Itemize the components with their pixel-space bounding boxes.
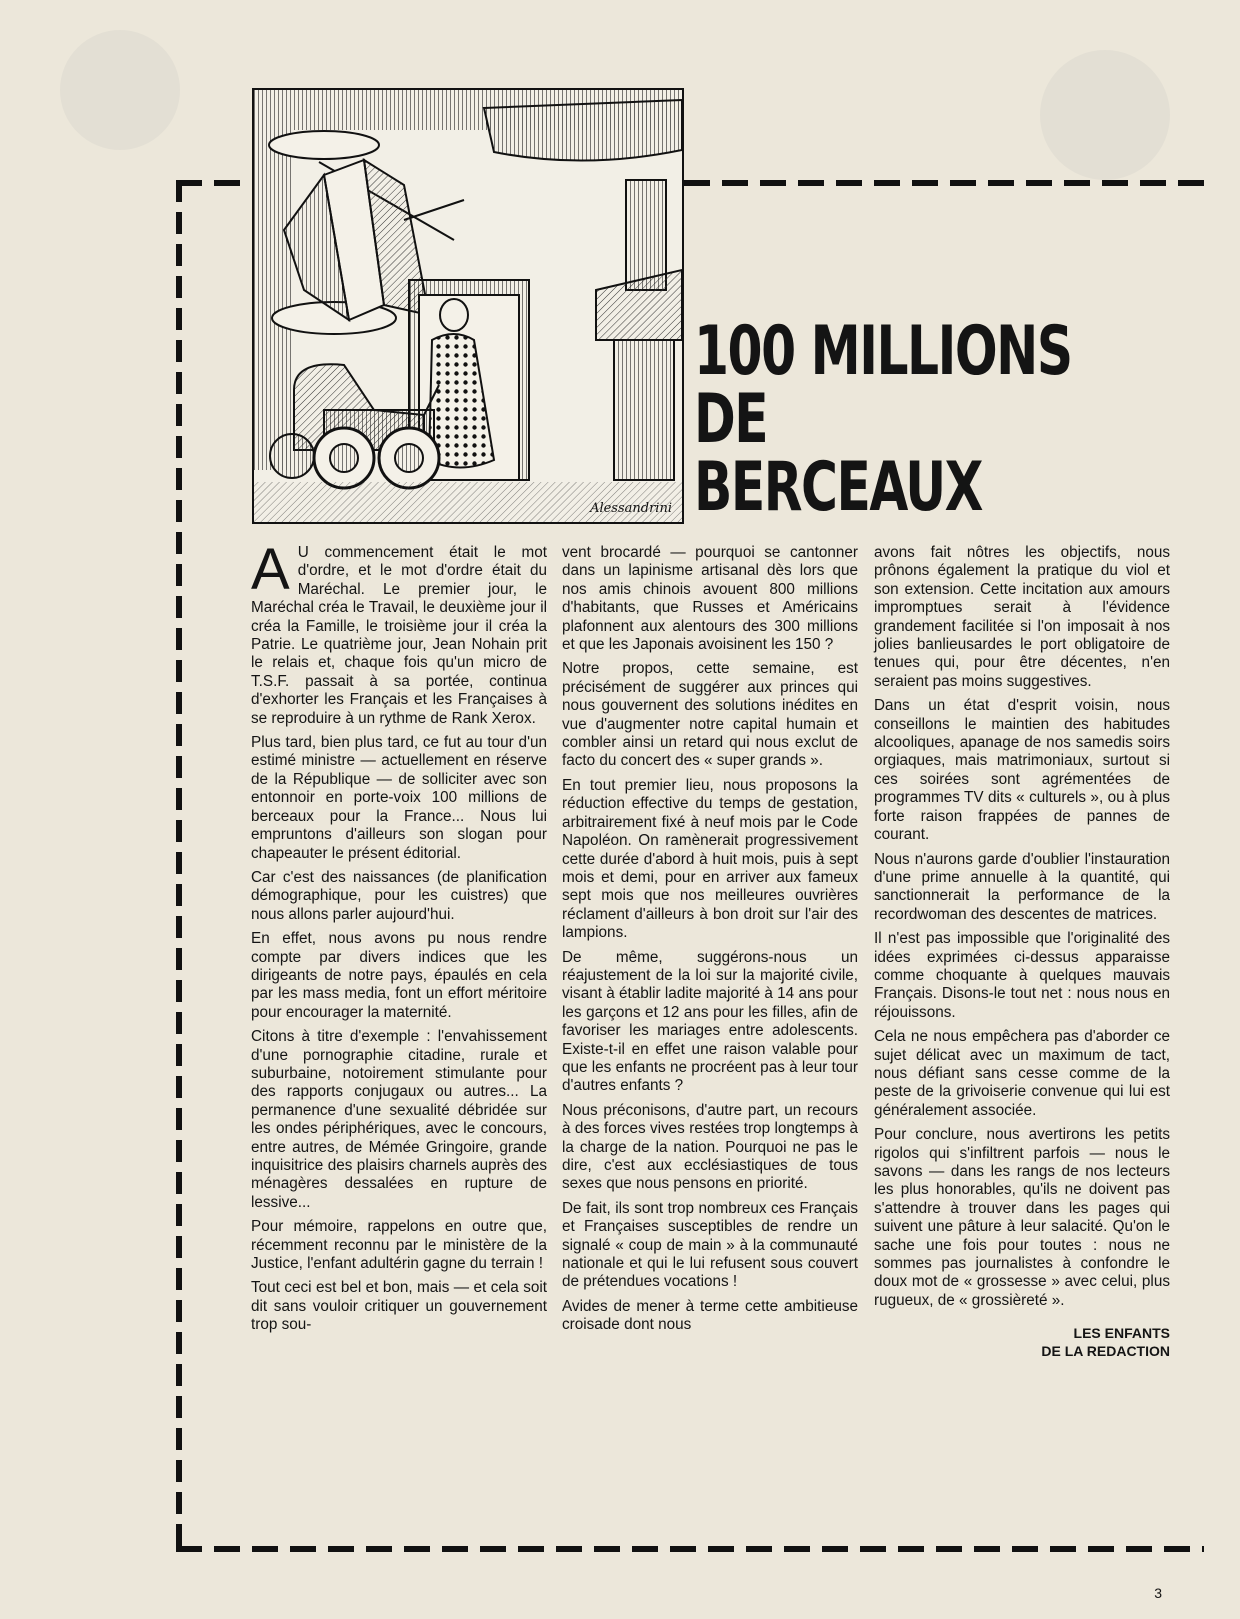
paragraph: Pour mémoire, rappelons en outre que, récemment reconnu par le ministère de la Justice, l'enfant adultérin gagne du terrain !	[251, 1218, 547, 1273]
headline-line-2: DE	[694, 380, 768, 459]
paragraph: Pour conclure, nous avertirons les petits rigolos qui s'infiltrent parfois — nous le savons — dans les rangs de nos lecteurs les plus honorables, qu'ils ne doivent pas s'attendre à trouver dans les pages qui suivent une pâture à leur salacité. Qu'on le sache une fois pour toutes : nous ne sommes pas journalistes à confondre le doux mot de « grossesse » avec celui, plus rugueux, de « grossièreté ».	[874, 1126, 1170, 1309]
paragraph: Il n'est pas impossible que l'originalité des idées exprimées ci-dessus apparaisse comme choquante à quelques mauvais Français. Disons-le tout net : nous nous en réjouissons.	[874, 930, 1170, 1021]
paragraph: En tout premier lieu, nous proposons la réduction effective du temps de gestation, arbitrairement fixé à neuf mois par le Code Napoléon. On ramènerait progressivement cette durée d'abord à huit mois, puis à sept mois et demi, pour en arriver aux fameux sept mois que nos meilleures ouvrières réclament d'ailleurs à bon droit sur l'air des lampions.	[562, 776, 858, 942]
bleed-through-circle-left	[60, 30, 180, 150]
paragraph: De fait, ils sont trop nombreux ces Français et Françaises susceptibles de rendre un signalé « coup de main » à la communauté nationale et qui le lui refusent sous couvert de prétendues vocations !	[562, 1199, 858, 1291]
paragraph: vent brocardé — pourquoi se cantonner dans un lapinisme artisanal dès lors que nos amis chinois avouent 800 millions d'habitants, que Russes et Américains plafonnent aux alentours des 300 millions et que les Japonais avoisinent les 150 ?	[562, 544, 858, 654]
article-column-1	[251, 537, 547, 1341]
paragraph: Dans un état d'esprit voisin, nous conseillons le maintien des habitudes alcooliques, apanage de nos samedis soirs orgiaques, mais matrimoniaux, surtout si ces soirées sont agrémentées de programmes TV dits « culturels », ou à plus forte raison frappées de pannes de courant.	[874, 697, 1170, 844]
headline-line-3: BERCEAUX	[694, 448, 982, 527]
article-column-2	[562, 544, 858, 1341]
signature-line-1: LES ENFANTS	[1073, 1325, 1170, 1342]
paragraph: Plus tard, bien plus tard, ce fut au tour d'un estimé ministre — actuellement en réserve de la République — de solliciter avec son entonnoir en porte-voix 100 millions de berceaux pour la France... Nous lui empruntons d'ailleurs son slogan pour chapeauter le présent éditorial.	[251, 734, 547, 862]
article-headline	[694, 312, 1072, 527]
paragraph: Avides de mener à terme cette ambitieuse croisade dont nous	[562, 1297, 858, 1334]
headline-line-1: 100 MILLIONS	[694, 312, 1072, 391]
paragraph: Cela ne nous empêchera pas d'aborder ce sujet délicat avec un maximum de tact, nous défiant sans cesse comme de la peste de la grivoiserie convenue qui lui est généralement associée.	[874, 1028, 1170, 1119]
paragraph: avons fait nôtres les objectifs, nous prônons également la pratique du viol et son extension. Cette incitation aux amours impromptues serait à l'évidence grandement facilitée si l'on imposait à nos jolies banlieusardes le port obligatoire de tenues qui, pour être décentes, n'en seraient pas moins suggestives.	[874, 544, 1170, 690]
frame-top-left	[176, 180, 248, 186]
signature-line-2: DE LA REDACTION	[1041, 1343, 1170, 1360]
frame-top-right	[684, 180, 1204, 186]
paragraph: Notre propos, cette semaine, est précisément de suggérer aux princes qui nous gouvernent des solutions inédites en vue d'augmenter notre capital humain et combler ainsi un retard qui nous exclut de facto du concert des « super grands ».	[562, 660, 858, 770]
frame-bottom	[176, 1546, 1204, 1552]
page-number: 3	[1154, 1585, 1162, 1601]
article-signature	[874, 1324, 1170, 1360]
illustration	[252, 88, 684, 524]
frame-left	[176, 180, 182, 1550]
illustration-drawing	[254, 90, 682, 522]
paragraph: Car c'est des naissances (de planification démographique, pour les cuistres) que nous allons parler aujourd'hui.	[251, 868, 547, 923]
paragraph: Citons à titre d'exemple : l'envahissement d'une pornographie citadine, rurale et suburbaine, notoirement stimulante pour des rapports conjugaux ou autres... La permanence d'une sexualité débridée sur les ondes périphériques, avec le concours, entre autres, de Mémée Gringoire, grande inquisitrice des plaisirs charnels auprès des ménagères dessalées en rupture de lessive...	[251, 1028, 547, 1211]
article-column-3	[874, 544, 1170, 1360]
paragraph: Tout ceci est bel et bon, mais — et cela soit dit sans vouloir critiquer un gouvernement trop sou-	[251, 1279, 547, 1334]
paragraph: De même, suggérons-nous un réajustement de la loi sur la majorité civile, visant à établir ladite majorité à 14 ans pour les garçons et 12 ans pour les filles, afin de favoriser les mariages entre adolescents. Existe-t-il en effet une raison valable pour que les enfants ne procréent pas à leur tour d'autres enfants ?	[562, 948, 858, 1095]
paragraph: Nous n'aurons garde d'oublier l'instauration d'une prime annuelle à la quantité, qui sanctionnerait la performance de la recordwoman des descentes de matrices.	[874, 850, 1170, 923]
bleed-through-circle-right	[1040, 50, 1170, 180]
drop-cap: A	[251, 537, 290, 602]
paragraph: En effet, nous avons pu nous rendre compte par divers indices que les dirigeants de notre pays, épaulés en cela par les mass media, font un effort méritoire pour encourager la maternité.	[251, 930, 547, 1021]
paragraph: A U commencement était le mot d'ordre, et le mot d'ordre était du Maréchal. Le premier jour, le Maréchal créa le Travail, le deuxième jour il créa la Famille, le troisième jour il créa la Patrie. Le quatrième jour, Jean Nohain prit le relais et, chaque fois qu'un micro de T.S.F. passait à sa portée, continua d'exhorter les Français et les Françaises à se reproduire à un rythme de Rank Xerox.	[251, 537, 547, 727]
illustration-signature: Alessandrini	[590, 501, 672, 516]
paragraph: Nous préconisons, d'autre part, un recours à des forces vives restées trop longtemps à la charge de la nation. Pourquoi ne pas le dire, c'est aux ecclésiastiques de tous sexes que nous pensons en priorité.	[562, 1101, 858, 1193]
